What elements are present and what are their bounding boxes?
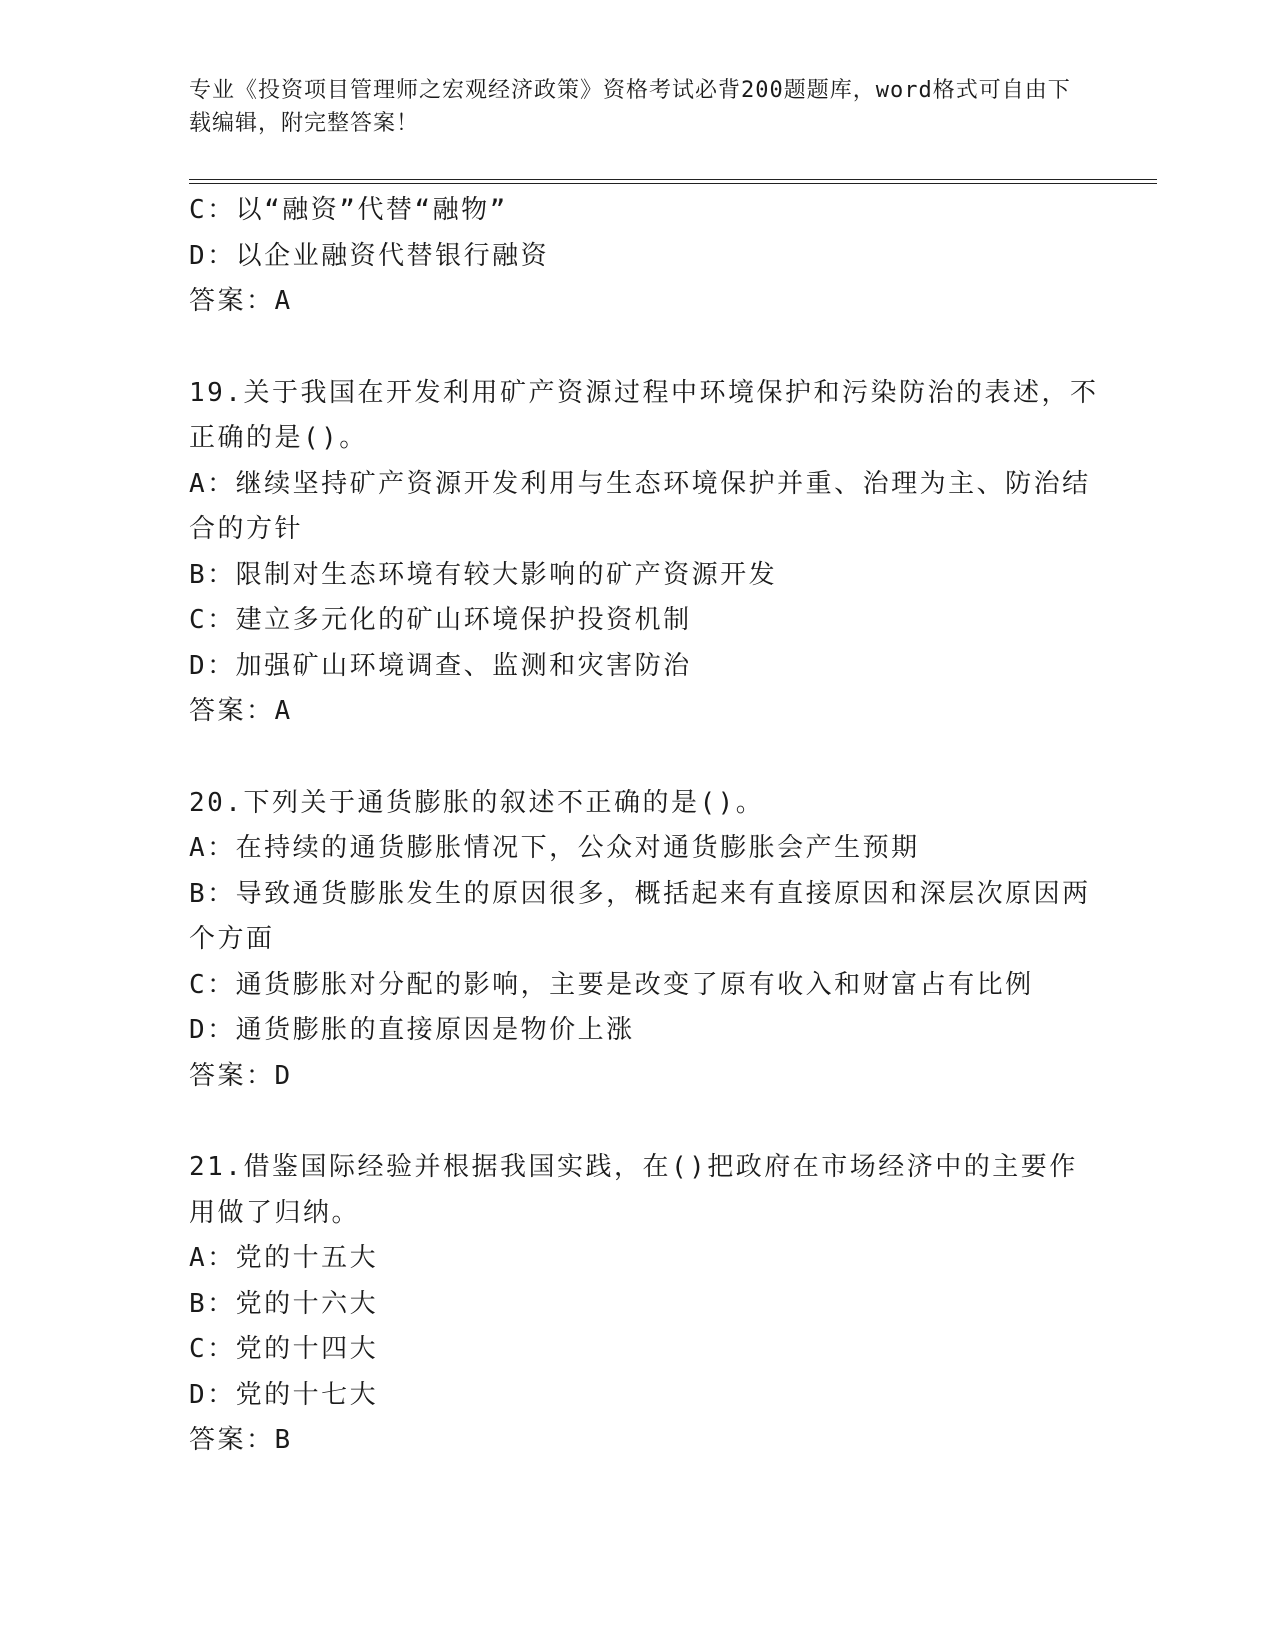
option-c: C：党的十四大: [189, 1334, 379, 1364]
option-b: B：党的十六大: [189, 1288, 379, 1319]
option-a: A：党的十五大: [189, 1243, 379, 1273]
option-d: D：加强矿山环境调查、监测和灾害防治: [189, 650, 692, 681]
answer-line: 答案：A: [189, 286, 293, 316]
option-d: D：以企业融资代替银行融资: [189, 240, 550, 271]
continued-question: [189, 188, 1099, 325]
question-21: [189, 1145, 1099, 1464]
document-body: [189, 188, 1099, 1464]
question-stem: 20.下列关于通货膨胀的叙述不正确的是()。: [189, 787, 765, 818]
option-a: A：继续坚持矿产资源开发利用与生态环境保护并重、治理为主、防治结合的方针: [189, 468, 1091, 544]
option-d: D：党的十七大: [189, 1379, 379, 1410]
header-divider: [189, 179, 1157, 184]
option-c: C：以“融资”代替“融物”: [189, 195, 508, 225]
question-20: [189, 781, 1099, 1100]
question-19: [189, 371, 1099, 735]
document-header: 专业《投资项目管理师之宏观经济政策》资格考试必背200题题库，word格式可自由下载编辑，附完整答案！: [189, 78, 1071, 136]
question-stem: 21.借鉴国际经验并根据我国实践，在()把政府在市场经济中的主要作用做了归纳。: [189, 1152, 1078, 1228]
option-c: C：建立多元化的矿山环境保护投资机制: [189, 605, 692, 635]
answer-line: 答案：B: [189, 1425, 293, 1455]
option-b: B：导致通货膨胀发生的原因很多，概括起来有直接原因和深层次原因两个方面: [189, 878, 1091, 954]
answer-line: 答案：D: [189, 1060, 293, 1091]
option-b: B：限制对生态环境有较大影响的矿产资源开发: [189, 559, 778, 590]
question-stem: 19.关于我国在开发利用矿产资源过程中环境保护和污染防治的表述，不正确的是()。: [189, 377, 1099, 453]
option-a: A：在持续的通货膨胀情况下，公众对通货膨胀会产生预期: [189, 833, 920, 863]
option-c: C：通货膨胀对分配的影响，主要是改变了原有收入和财富占有比例: [189, 969, 1034, 1000]
option-d: D：通货膨胀的直接原因是物价上涨: [189, 1015, 635, 1045]
answer-line: 答案：A: [189, 696, 293, 726]
